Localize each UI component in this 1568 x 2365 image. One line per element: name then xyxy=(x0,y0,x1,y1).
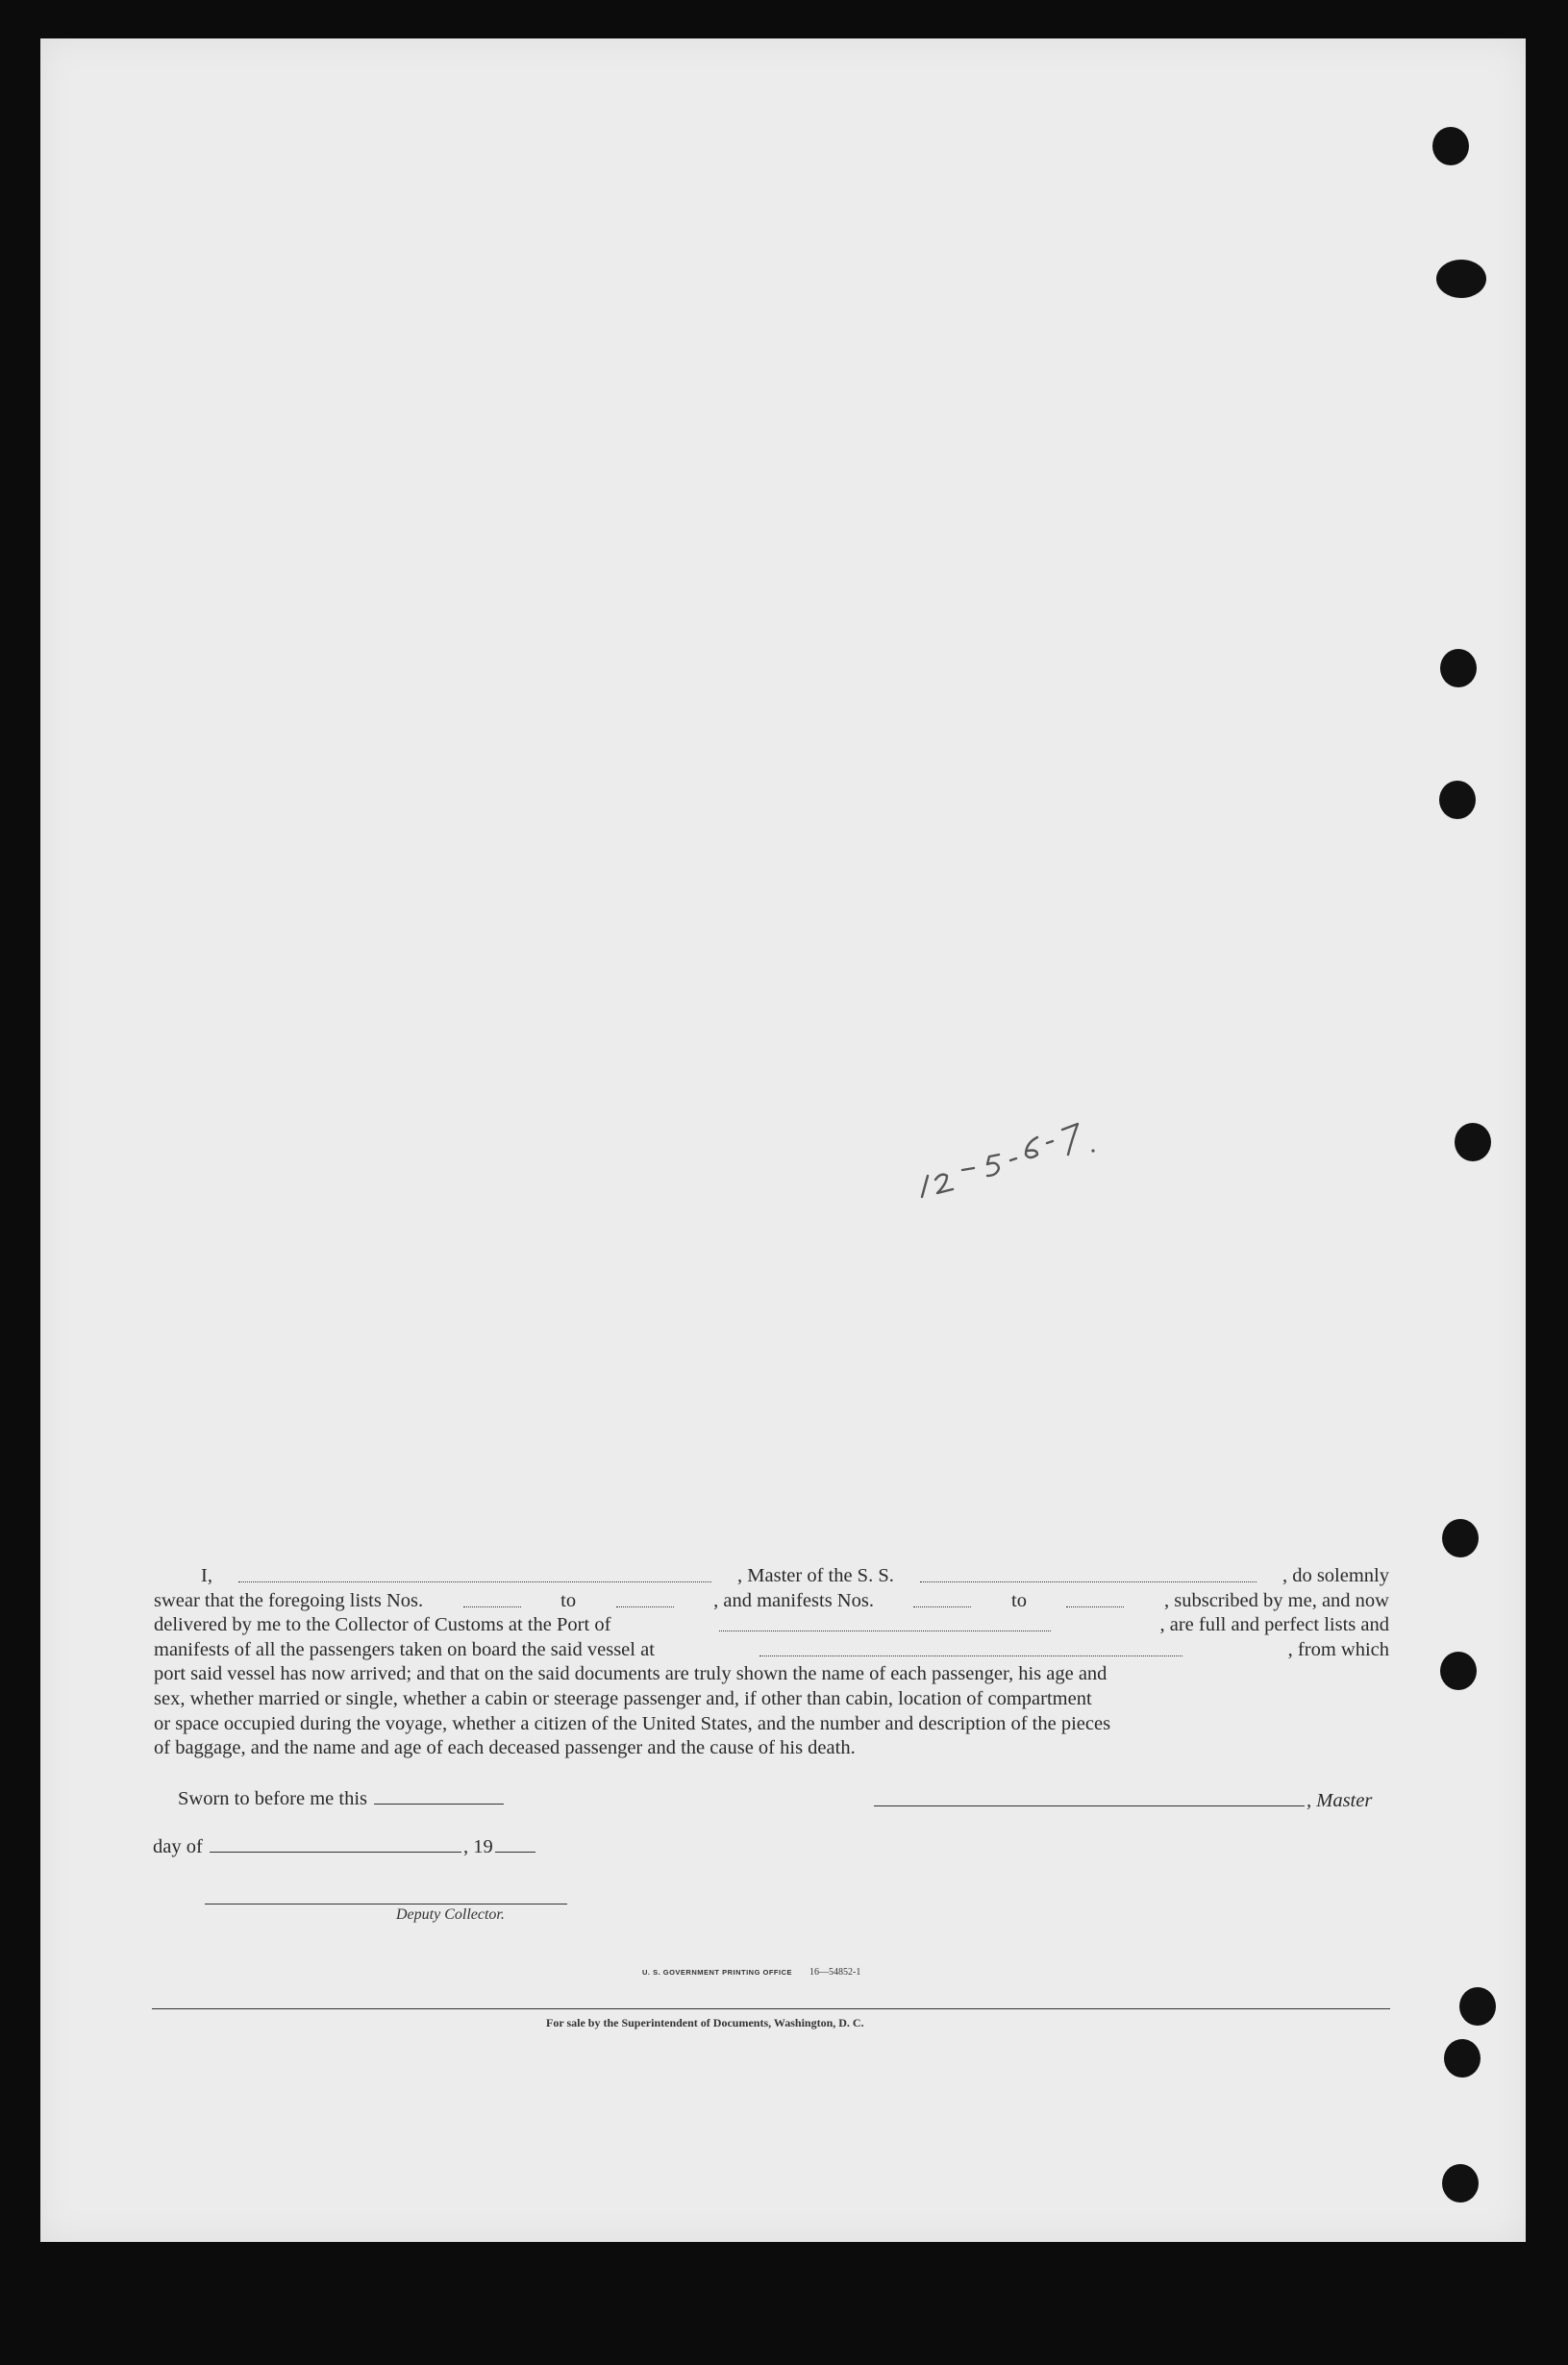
punch-hole xyxy=(1436,260,1486,298)
oath-text: to xyxy=(1011,1589,1027,1611)
oath-text: , and manifests Nos. xyxy=(713,1589,874,1611)
handwritten-note xyxy=(918,1101,1149,1197)
punch-hole xyxy=(1444,2039,1481,2078)
punch-hole xyxy=(1440,649,1477,687)
master-signature-line xyxy=(872,1788,1372,1812)
oath-text: or space occupied during the voyage, whether a citizen of the United States, and the number and description of the pieces xyxy=(154,1712,1111,1734)
oath-text: , Master of the S. S. xyxy=(737,1565,894,1586)
port-blank xyxy=(719,1613,1051,1631)
punch-hole xyxy=(1459,1987,1496,2026)
manifests-to-blank xyxy=(1066,1589,1124,1607)
lists-from-blank xyxy=(463,1589,521,1607)
punch-hole xyxy=(1455,1123,1491,1161)
form-number: 16—54852-1 xyxy=(809,1967,861,1978)
oath-line xyxy=(154,1613,1389,1638)
printing-office: U. S. GOVERNMENT PRINTING OFFICE xyxy=(642,1968,793,1977)
oath-text: , are full and perfect lists and xyxy=(1159,1614,1389,1636)
oath-paragraph xyxy=(154,1564,1389,1761)
punch-hole xyxy=(1440,1652,1477,1690)
punch-hole xyxy=(1439,781,1476,819)
printing-imprint xyxy=(642,1962,860,1979)
day-line xyxy=(153,1834,537,1858)
master-label: , Master xyxy=(1307,1790,1373,1811)
oath-text: delivered by me to the Collector of Customs at the Port of xyxy=(154,1614,611,1636)
oath-text: , do solemnly xyxy=(1282,1565,1389,1586)
lists-to-blank xyxy=(616,1589,674,1607)
oath-text: to xyxy=(560,1589,577,1611)
oath-line xyxy=(154,1736,1389,1761)
day-month-blank xyxy=(210,1834,461,1853)
oath-line xyxy=(154,1638,1389,1663)
oath-line xyxy=(154,1687,1389,1712)
punch-hole xyxy=(1432,127,1469,165)
oath-text: , from which xyxy=(1287,1638,1389,1660)
punch-hole xyxy=(1442,2164,1479,2203)
oath-text: I, xyxy=(201,1565,212,1586)
sale-notice: For sale by the Superintendent of Documents, Washington, D. C. xyxy=(546,2016,864,2029)
oath-line xyxy=(154,1662,1389,1687)
oath-line xyxy=(154,1564,1389,1589)
document-sheet xyxy=(40,38,1526,2242)
footer-rule xyxy=(152,2008,1390,2009)
sworn-line xyxy=(178,1786,506,1810)
oath-text: sex, whether married or single, whether a cabin or steerage passenger and, if other than cabin, location of compartment xyxy=(154,1687,1092,1709)
oath-text: of baggage, and the name and age of each deceased passenger and the cause of his death. xyxy=(154,1737,856,1759)
manifests-from-blank xyxy=(913,1589,971,1607)
sworn-date-blank xyxy=(374,1786,504,1805)
oath-text: port said vessel has now arrived; and that on the said documents are truly shown the name of each passenger, his age and xyxy=(154,1663,1108,1685)
deputy-label: Deputy Collector. xyxy=(396,1906,505,1923)
master-name-blank xyxy=(238,1564,711,1582)
master-signature-blank xyxy=(874,1788,1305,1806)
oath-text: manifests of all the passengers taken on board the said vessel at xyxy=(154,1638,655,1660)
year-blank xyxy=(495,1834,535,1853)
day-label: day of xyxy=(153,1836,203,1857)
oath-line xyxy=(154,1712,1389,1737)
year-label: , 19 xyxy=(462,1836,493,1857)
sworn-label: Sworn to before me this xyxy=(178,1788,367,1809)
punch-hole xyxy=(1442,1519,1479,1557)
departure-port-blank xyxy=(759,1638,1182,1656)
oath-text: , subscribed by me, and now xyxy=(1163,1589,1389,1611)
oath-text: swear that the foregoing lists Nos. xyxy=(154,1589,424,1611)
vessel-name-blank xyxy=(920,1564,1257,1582)
oath-line xyxy=(154,1589,1389,1614)
